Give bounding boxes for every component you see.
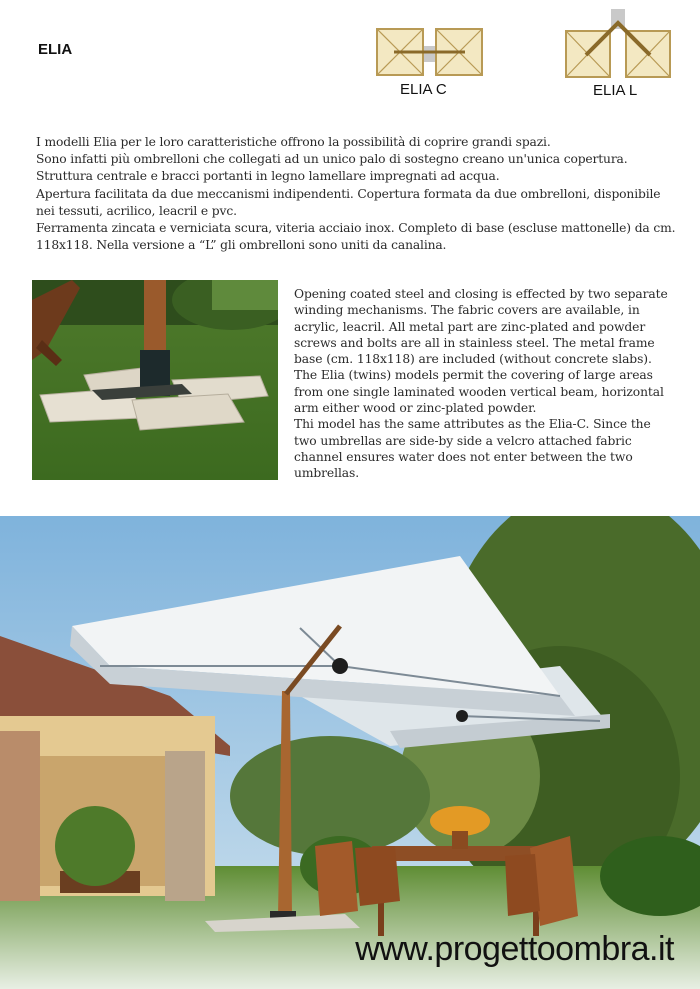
umbrella-photo	[0, 516, 700, 989]
english-description	[294, 286, 674, 482]
english-paragraph: The Elia (twins) models permit the covering of large areas from one single laminated wooden vertical beam, horizontal arm either wood or zinc-plated powder.	[294, 368, 664, 416]
page-title: ELIA	[38, 41, 73, 58]
elia-l-diagram	[564, 9, 676, 81]
italian-paragraph: Apertura facilitata da due meccanismi indipendenti. Copertura formata da due ombrelloni, disponibile nei tessuti, acrilico, leacril e pvc.	[36, 186, 661, 218]
base-photo	[32, 280, 278, 480]
italian-paragraph: Sono infatti più ombrelloni che collegati ad un unico palo di sostegno creano un'unica copertura.	[36, 152, 628, 167]
italian-description	[36, 134, 676, 254]
english-paragraph: Opening coated steel and closing is effected by two separate winding mechanisms. The fabric covers are available, in acrylic, leacril. All metal part are zinc-plated and powder screws and bolts are all in stainless steel. The metal frame base (cm. 118x118) are included (without concrete slabs).	[294, 287, 668, 367]
elia-c-label: ELIA C	[400, 81, 447, 98]
elia-l-label: ELIA L	[593, 82, 638, 99]
italian-paragraph: I modelli Elia per le loro caratteristiche offrono la possibilità di coprire grandi spazi.	[36, 135, 551, 149]
website-url: www.progettoombra.it	[355, 930, 674, 968]
italian-paragraph: Struttura centrale e bracci portanti in legno lamellare impregnati ad acqua.	[36, 169, 500, 184]
english-paragraph: Thi model has the same attributes as the Elia-C. Since the two umbrellas are side-by side a velcro attached fabric channel ensures water does not enter between the two umbrellas.	[294, 417, 651, 481]
italian-paragraph: Ferramenta zincata e verniciata scura, viteria acciaio inox. Completo di base (escluse mattonelle) da cm. 118x118. Nella versione a “L” gli ombrelloni sono uniti da canalina.	[36, 221, 676, 253]
elia-c-diagram	[376, 28, 486, 80]
